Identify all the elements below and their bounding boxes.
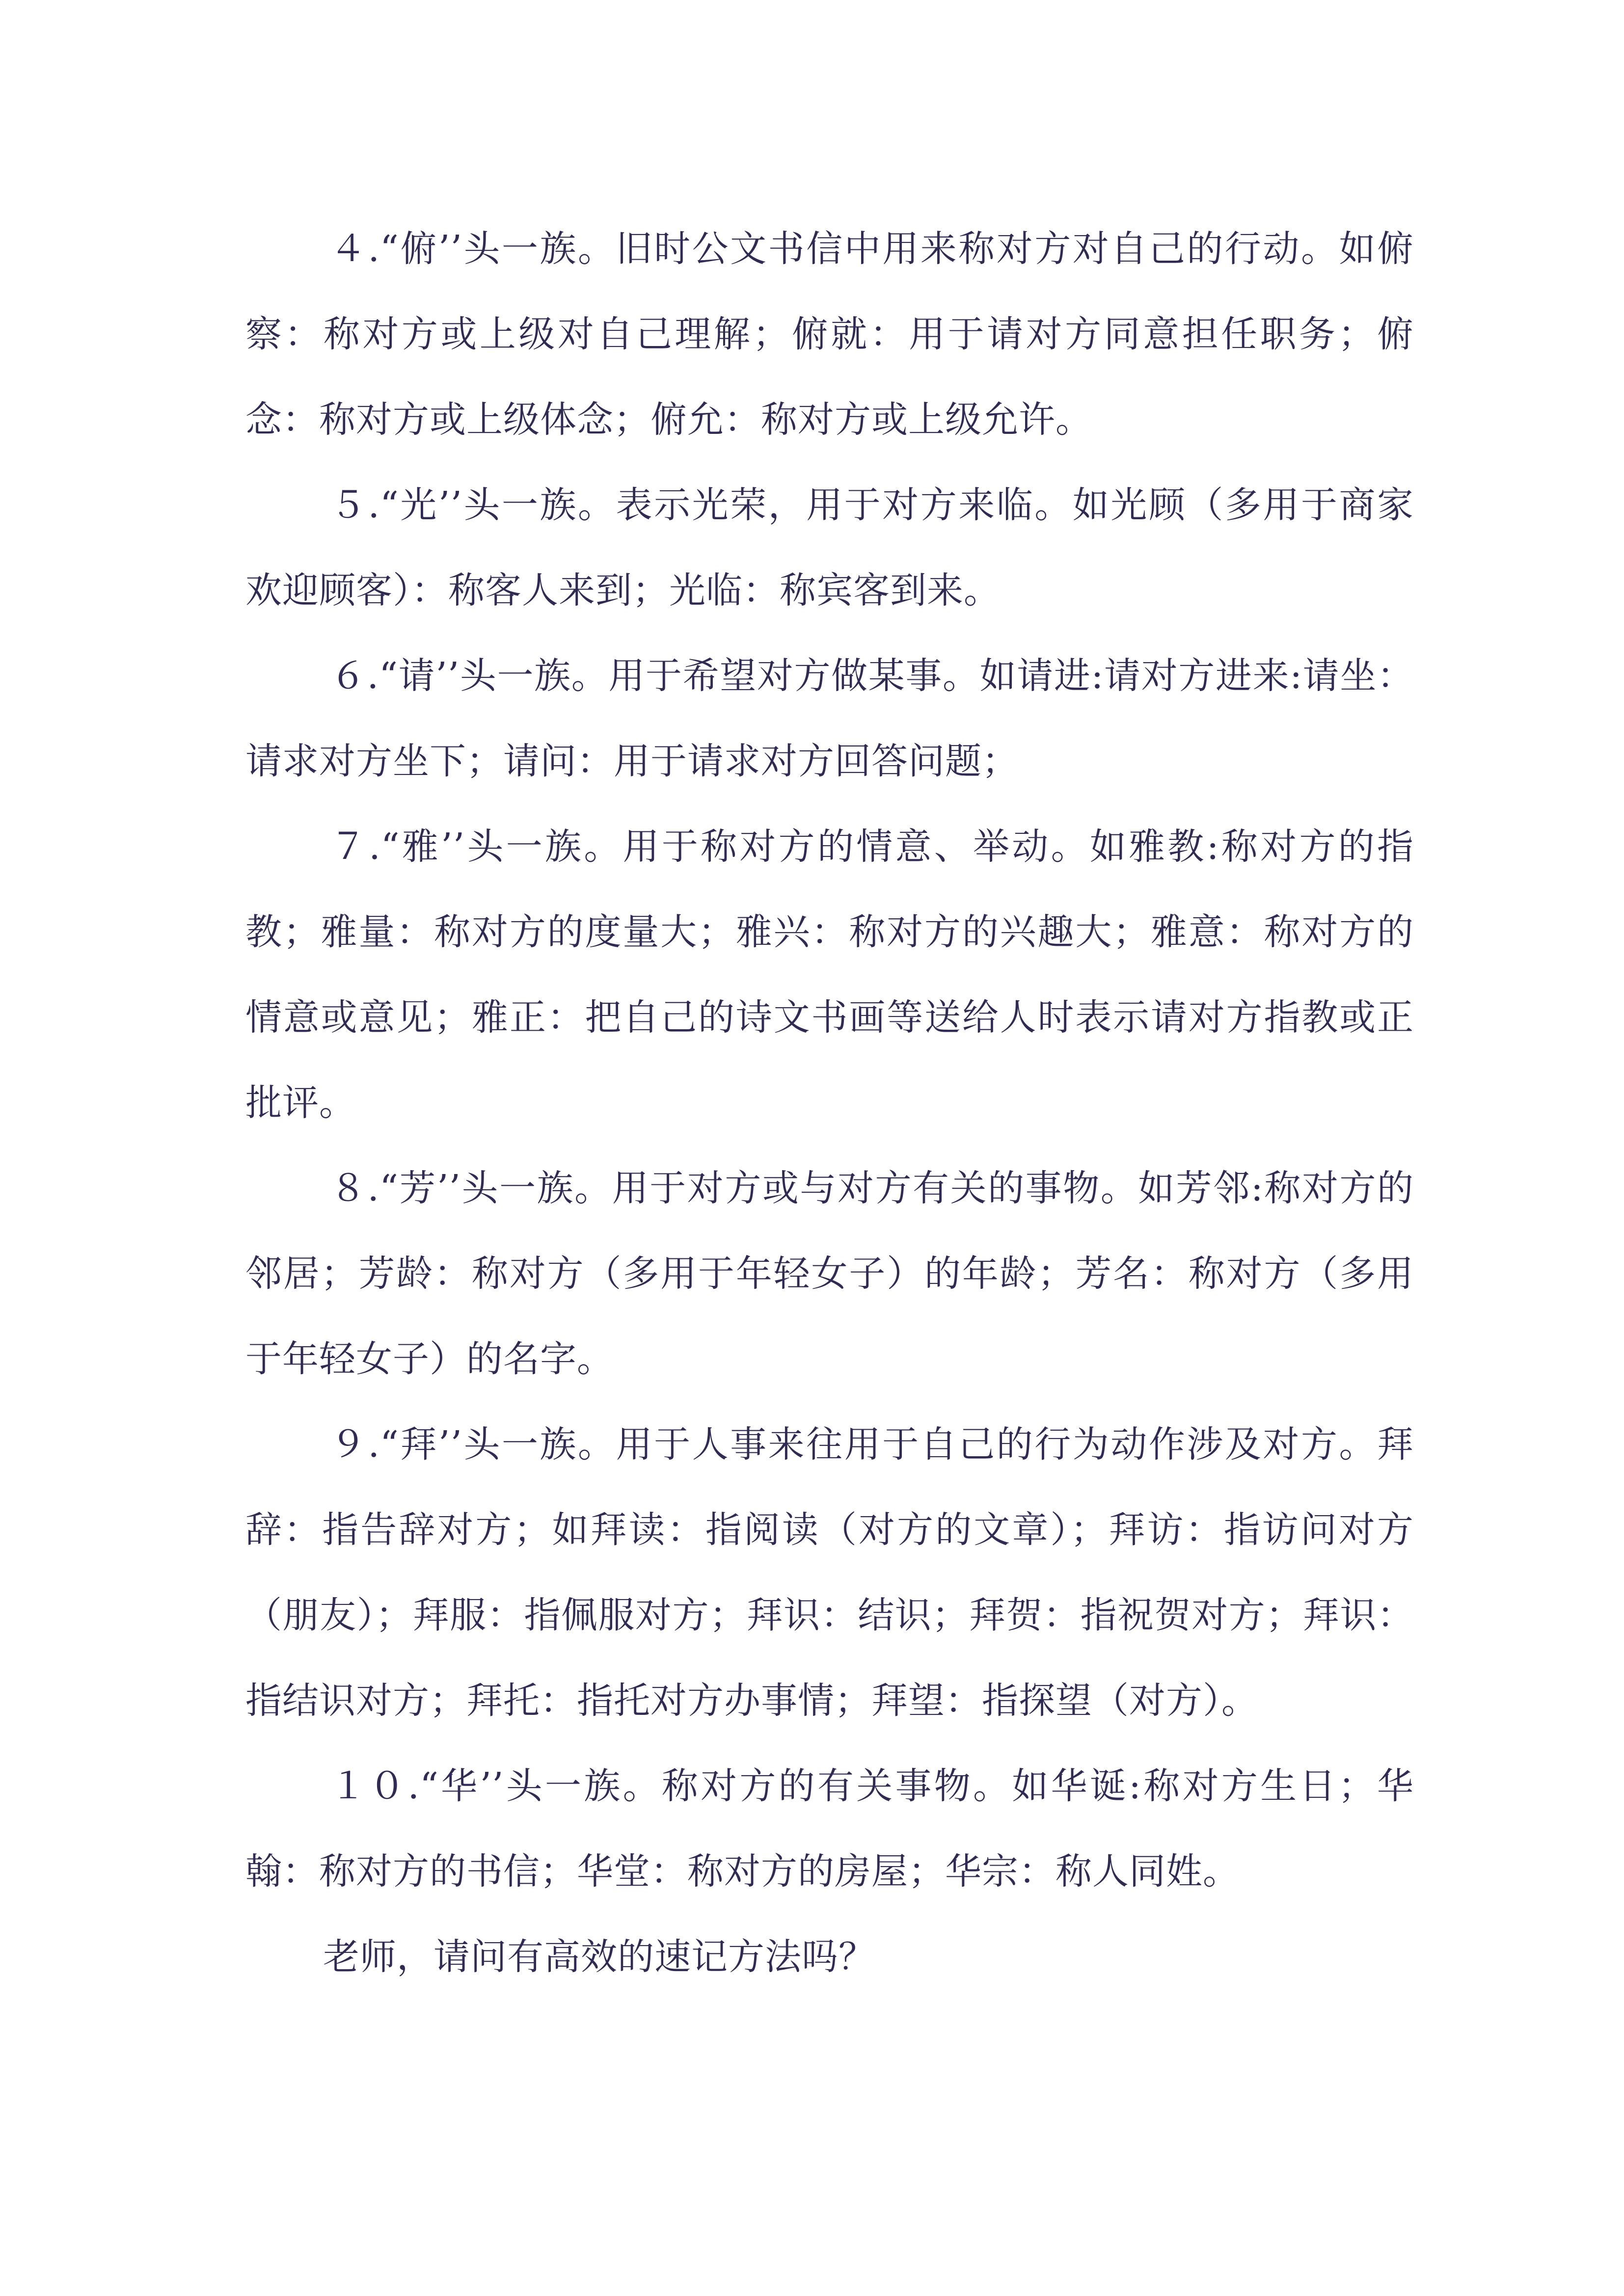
paragraph-fang: ８.“芳’’头一族。用于对方或与对方有关的事物。如芳邻:称对方的邻居；芳龄：称对方（多用于年轻女子）的年龄；芳名：称对方（多用于年轻女子）的名字。: [245, 1167, 1414, 1380]
paragraph-guang: ５.“光’’头一族。表示光荣，用于对方来临。如光顾（多用于商家欢迎顾客）：称客人来到；光临：称宾客到来。: [245, 484, 1414, 612]
paragraph-bai: ９.“拜’’头一族。用于人事来往用于自己的行为动作涉及对方。拜辞：指告辞对方；如拜读：指阅读（对方的文章）；拜访：指访问对方（朋友）；拜服：指佩服对方；拜识：结识；拜贺：指祝贺对方；拜识：指结识对方；拜托：指托对方办事情；拜望：指探望（对方）。: [245, 1423, 1414, 1722]
paragraph-fu: ４.“俯’’头一族。旧时公文书信中用来称对方对自己的行动。如俯察：称对方或上级对自己理解；俯就：用于请对方同意担任职务；俯念：称对方或上级体念；俯允：称对方或上级允许。: [245, 228, 1414, 441]
document-body: [245, 206, 1414, 2000]
paragraph-qing: ６.“请’’头一族。用于希望对方做某事。如请进:请对方进来:请坐：请求对方坐下；请问：用于请求对方回答问题；: [245, 655, 1414, 782]
paragraph-hua: １０.“华’’头一族。称对方的有关事物。如华诞:称对方生日；华翰：称对方的书信；华堂：称对方的房屋；华宗：称人同姓。: [245, 1765, 1414, 1893]
closing-question: 老师，请问有高效的速记方法吗？: [323, 1936, 875, 1978]
paragraph-ya: ７.“雅’’头一族。用于称对方的情意、举动。如雅教:称对方的指教；雅量：称对方的度量大；雅兴：称对方的兴趣大；雅意：称对方的情意或意见；雅正：把自己的诗文书画等送给人时表示请对方指教或正批评。: [245, 826, 1414, 1124]
